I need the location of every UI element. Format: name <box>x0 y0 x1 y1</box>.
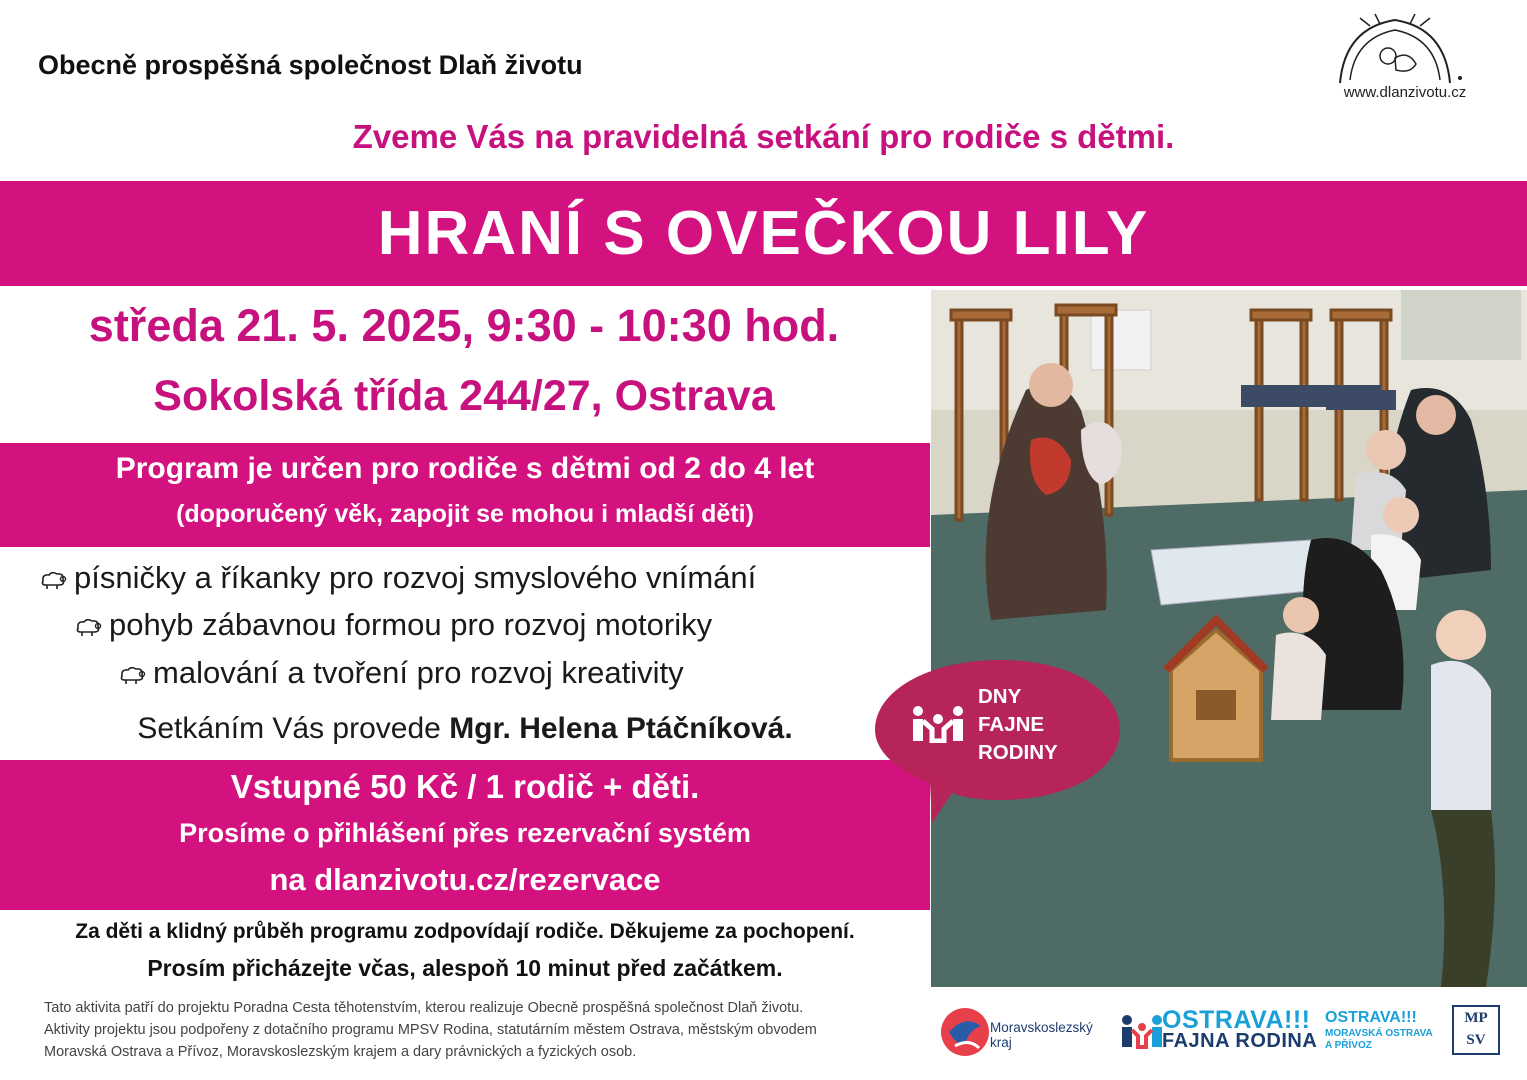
msk-logo-line: kraj <box>990 1035 1012 1050</box>
program-audience: Program je určen pro rodiče s dětmi od 2 do 4 let <box>115 452 815 485</box>
badge-text <box>978 683 1058 767</box>
activity-item <box>117 655 684 691</box>
fajna-rodina-logo-text: FAJNA RODINA <box>1162 1030 1318 1052</box>
reservation-note: Prosíme o přihlášení přes rezervační systém <box>179 818 751 848</box>
msk-logo-text <box>990 1020 1093 1050</box>
event-photo <box>931 290 1527 987</box>
entry-fee: Vstupné 50 Kč / 1 rodič + děti. <box>230 768 700 805</box>
activity-label: malování a tvoření pro rozvoj kreativity <box>153 655 684 690</box>
activity-item <box>38 560 756 596</box>
fine-print-line: Tato aktivita patří do projektu Poradna Cesta těhotenstvím, kterou realizuje Obecně prospěšná společnost Dlaň životu. <box>44 1000 804 1016</box>
photo-illustration <box>931 290 1527 987</box>
mo-logo-line: A PŘÍVOZ <box>1325 1040 1372 1051</box>
funding-fine-print <box>44 997 924 1063</box>
arrival-note: Prosím přicházejte včas, alespoň 10 minut před začátkem. <box>147 955 783 981</box>
guide-prefix: Setkáním Vás provede <box>137 712 450 745</box>
ostrava-fajna-rodina-icon <box>1122 1015 1162 1047</box>
sheep-icon <box>38 569 68 591</box>
fine-print-line: Aktivity projektu jsou podpořeny z dotačního programu MPSV Rodina, statutárním městem Ostrava, městským obvodem <box>44 1022 817 1038</box>
guide-line <box>0 712 930 746</box>
badge-line: RODINY <box>978 741 1058 764</box>
activity-item <box>73 607 712 643</box>
moravskoslezsky-kraj-icon <box>941 1008 989 1056</box>
fine-print-line: Moravská Ostrava a Přívoz, Moravskoslezským krajem a dary právnických a fyzických osob. <box>44 1044 637 1060</box>
sheep-icon <box>73 616 103 638</box>
responsibility-note: Za děti a klidný průběh programu zodpovídají rodiče. Děkujeme za pochopení. <box>75 920 855 943</box>
activity-label: písničky a říkanky pro rozvoj smyslového vnímání <box>74 560 757 595</box>
msk-logo-line: Moravskoslezský <box>990 1020 1093 1035</box>
ostrava-logo-title: OSTRAVA!!! <box>1162 1006 1311 1034</box>
badge-line: DNY <box>978 685 1022 708</box>
mo-logo-title: OSTRAVA!!! <box>1325 1009 1417 1026</box>
mpsv-logo <box>1452 1005 1500 1055</box>
event-place: Sokolská třída 244/27, Ostrava <box>153 372 775 420</box>
sheep-icon <box>117 664 147 686</box>
logo-website: www.dlanzivotu.cz <box>1343 84 1467 101</box>
organization-name: Obecně prospěšná společnost Dlaň životu <box>38 50 583 80</box>
reservation-link[interactable]: na dlanzivotu.cz/rezervace <box>269 862 661 897</box>
guide-name: Mgr. Helena Ptáčníková. <box>449 712 793 745</box>
mo-logo-line: MORAVSKÁ OSTRAVA <box>1325 1028 1433 1039</box>
mpsv-bottom: SV <box>1466 1032 1486 1048</box>
invitation-line: Zveme Vás na pravidelná setkání pro rodiče s dětmi. <box>352 118 1175 155</box>
family-icon <box>910 703 966 743</box>
badge-line: FAJNE <box>978 713 1045 736</box>
program-age-note: (doporučený věk, zapojit se mohou i mladší děti) <box>176 500 754 528</box>
activity-label: pohyb zábavnou formou pro rozvoj motoriky <box>109 607 713 642</box>
event-date: středa 21. 5. 2025, 9:30 - 10:30 hod. <box>88 300 840 351</box>
mpsv-top: MP <box>1464 1010 1488 1026</box>
event-title: HRANÍ S OVEČKOU LILY <box>377 199 1150 268</box>
